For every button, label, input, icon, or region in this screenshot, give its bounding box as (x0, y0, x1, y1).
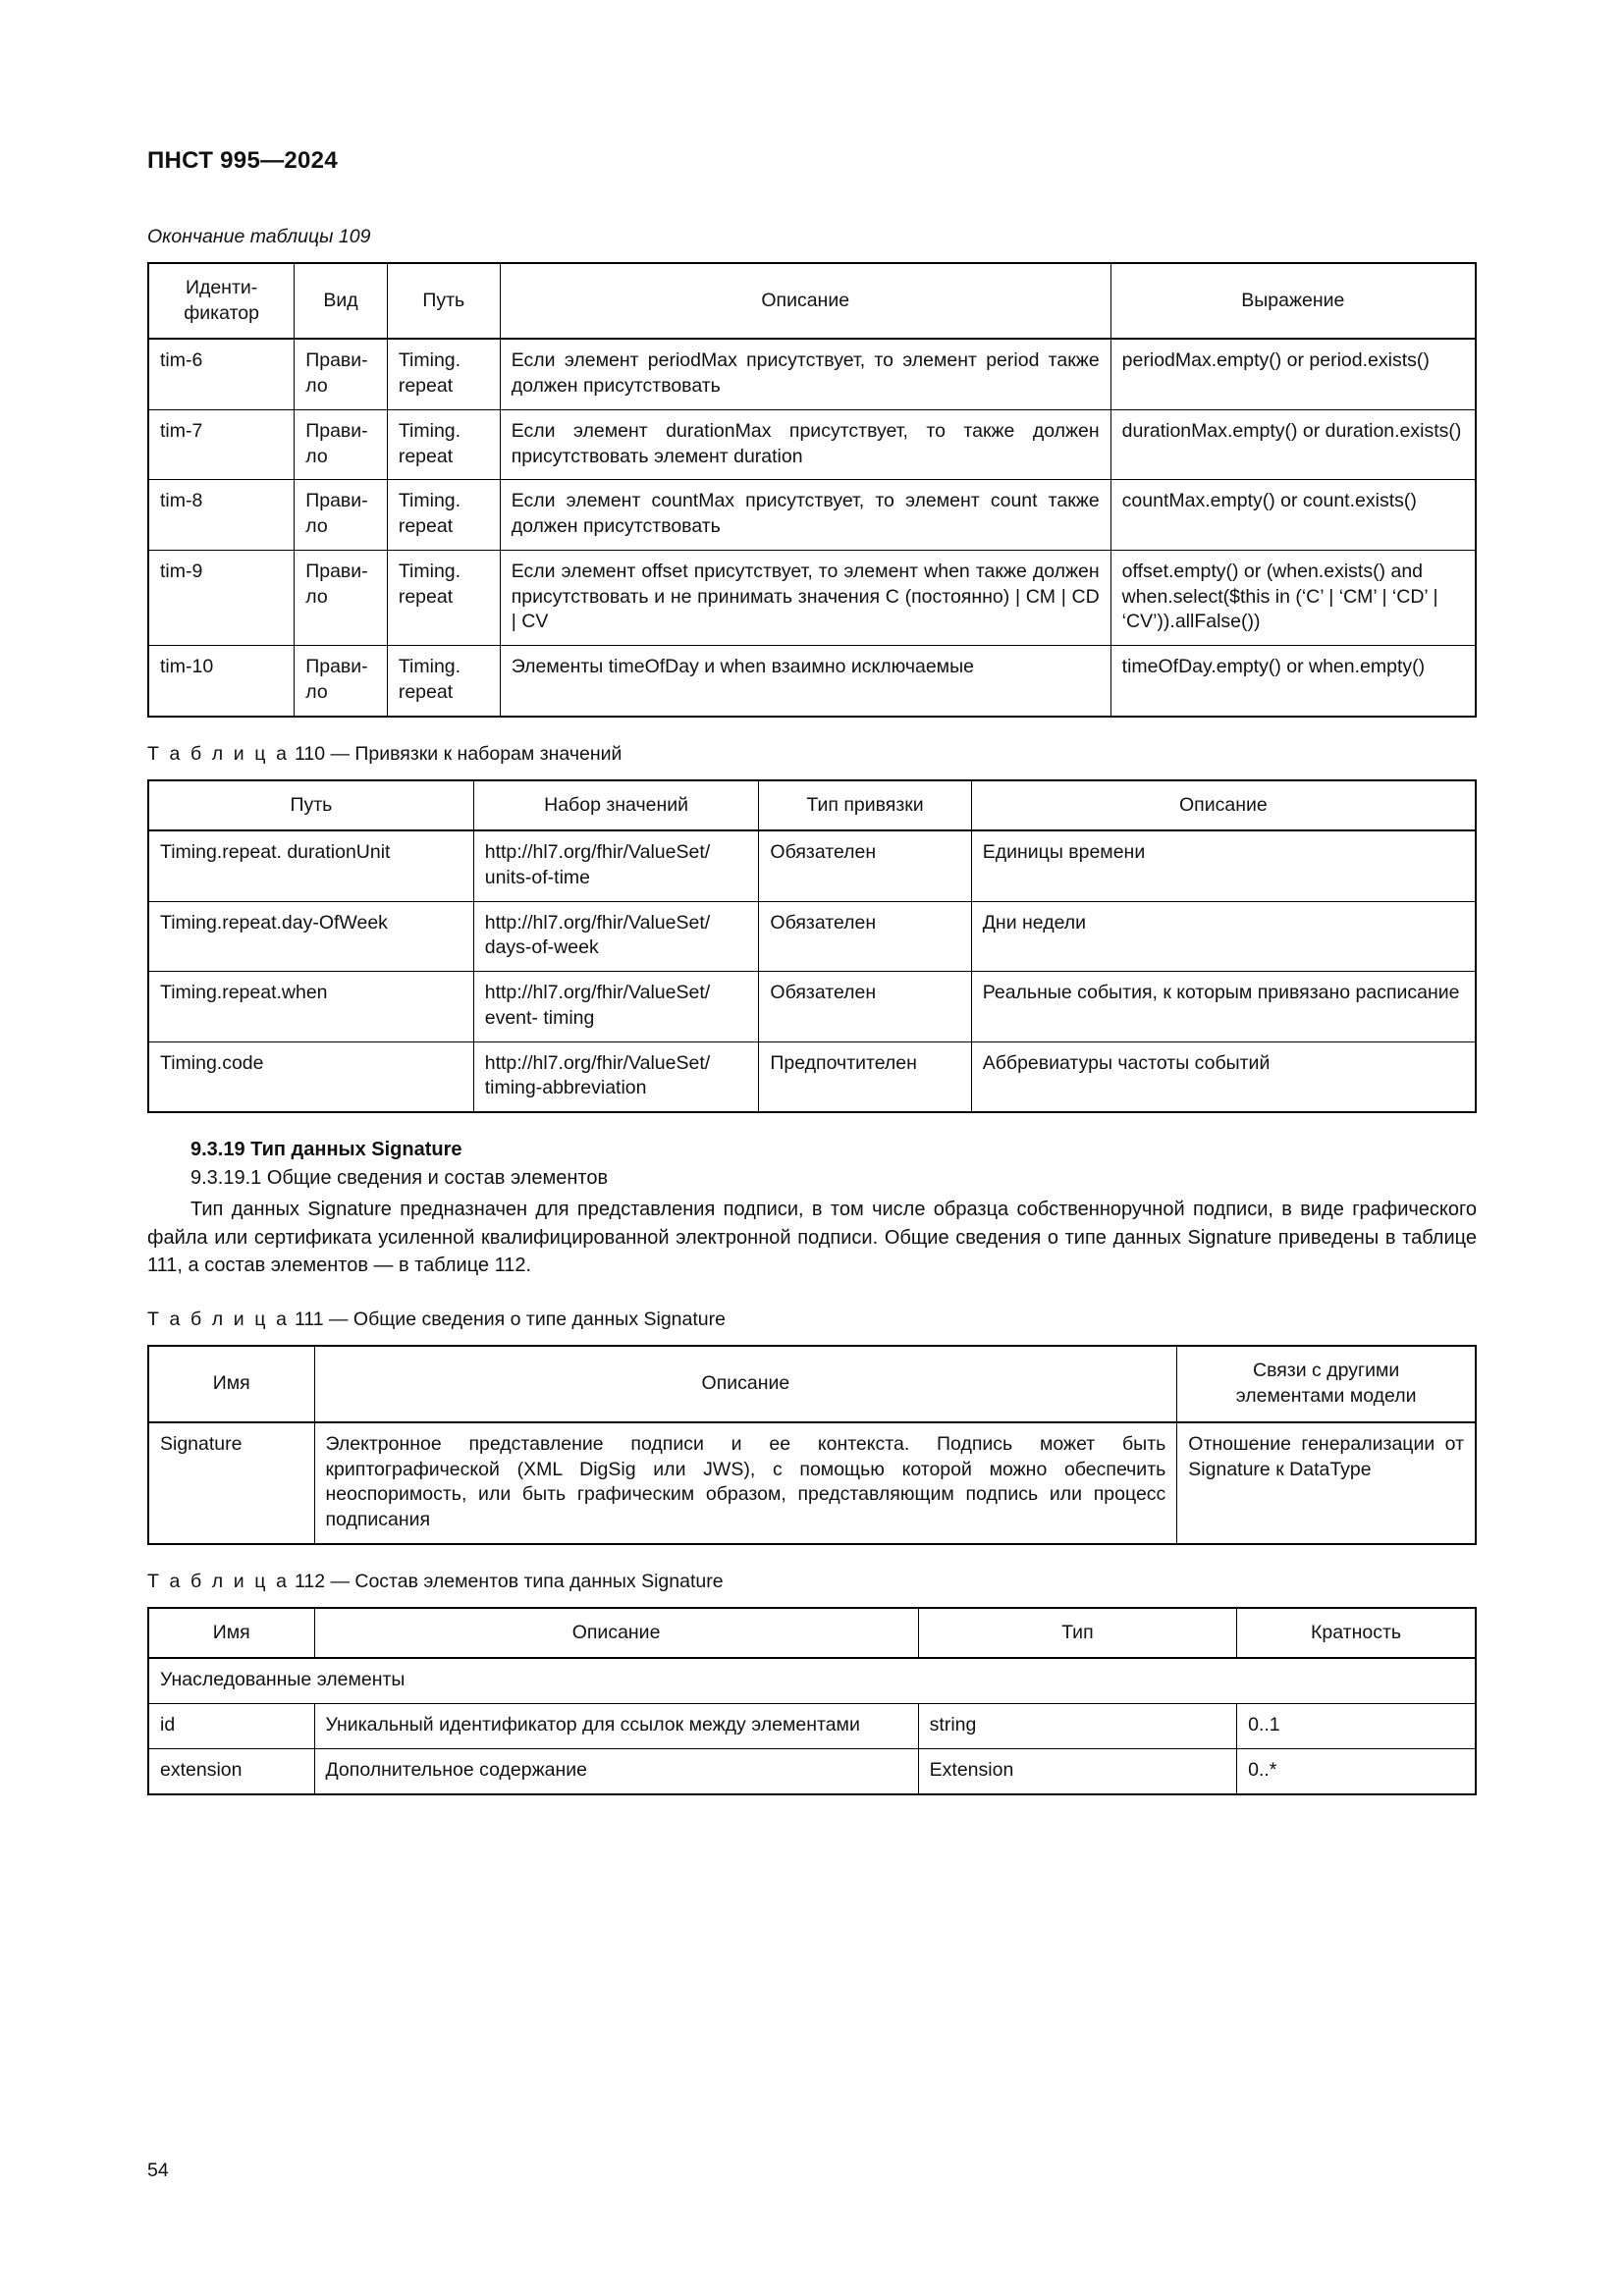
table-112-header-row (148, 1608, 1476, 1659)
table-110-cell-valueset: http://hl7.org/fhir/ValueSet/ timing-abbreviation (473, 1041, 759, 1112)
table-110-cell-path: Timing.repeat.when (148, 972, 473, 1041)
table-row (148, 972, 1476, 1041)
table-109-col-identifier-line1: Иденти- (185, 277, 258, 298)
table-row (148, 1748, 1476, 1793)
table-row (148, 901, 1476, 971)
table-110-cell-path: Timing.repeat. durationUnit (148, 830, 473, 901)
table-109-col-description: Описание (500, 263, 1110, 339)
table-112-cell-cardinality: 0..* (1237, 1748, 1476, 1793)
section-9-3-19 (147, 1139, 1477, 1279)
table-109-cell-kind: Прави- ло (295, 409, 388, 479)
table-110-col-bindtype: Тип привязки (759, 780, 971, 831)
table-110-cell-bindtype: Обязателен (759, 830, 971, 901)
table-112-col-description: Описание (314, 1608, 918, 1659)
table-109-cell-kind: Прави- ло (295, 480, 388, 550)
table-111-col-name: Имя (148, 1346, 314, 1421)
table-109-col-path: Путь (387, 263, 500, 339)
section-heading: 9.3.19 Тип данных Signature (190, 1139, 462, 1161)
table-112-cell-type: string (918, 1704, 1236, 1749)
table-109-col-identifier (148, 263, 295, 339)
table-111-cell-name: Signature (148, 1422, 314, 1544)
table-109-cell-id: tim-10 (148, 646, 295, 717)
table-109-cell-description: Если элемент offset присутствует, то элемент when также должен присутствовать и не принимать значения C (постоянно) | CM | CD | CV (500, 550, 1110, 645)
table-109-cell-expression: timeOfDay.empty() or when.empty() (1110, 646, 1476, 717)
table-110-cell-description: Единицы времени (971, 830, 1476, 901)
table-row (148, 830, 1476, 901)
table-112-col-cardinality: Кратность (1237, 1608, 1476, 1659)
section-paragraph: Тип данных Signature предназначен для представления подписи, в том числе образца собственноручной подписи, в виде графического файла или сертификата усиленной квалифицированной электронной подписи. Общие сведения о типе данных Signature приведены в таблице 111, а состав элементов — в таблице 112. (147, 1199, 1477, 1276)
table-109-cell-path: Timing. repeat (387, 480, 500, 550)
table-112-caption (147, 1571, 1477, 1593)
table-110 (147, 779, 1477, 1114)
table-row (148, 480, 1476, 550)
table-109-cell-path: Timing. repeat (387, 339, 500, 409)
table-110-cell-bindtype: Предпочтителен (759, 1041, 971, 1112)
table-109-cell-description: Если элемент durationMax присутствует, то также должен присутствовать элемент duration (500, 409, 1110, 479)
table-112-cell-description: Уникальный идентификатор для ссылок между элементами (314, 1704, 918, 1749)
table-110-header-row (148, 780, 1476, 831)
table-112-cell-description: Дополнительное содержание (314, 1748, 918, 1793)
table-109-cell-id: tim-8 (148, 480, 295, 550)
table-112-cell-type: Extension (918, 1748, 1236, 1793)
table-row (148, 1704, 1476, 1749)
table-110-cell-description: Дни недели (971, 901, 1476, 971)
table-109-header-row (148, 263, 1476, 339)
table-109-cell-id: tim-7 (148, 409, 295, 479)
table-109-col-expression: Выражение (1110, 263, 1476, 339)
table-109-cell-expression: offset.empty() or (when.exists() and when.select($this in (‘C’ | ‘CM’ | ‘CD’ | ‘CV’)).allFalse()) (1110, 550, 1476, 645)
table-109-cell-description: Если элемент countMax присутствует, то элемент count также должен присутствовать (500, 480, 1110, 550)
table-110-cell-path: Timing.code (148, 1041, 473, 1112)
table-110-cell-bindtype: Обязателен (759, 901, 971, 971)
table-109-cell-kind: Прави- ло (295, 646, 388, 717)
table-row (148, 1422, 1476, 1544)
table-109-cell-path: Timing. repeat (387, 550, 500, 645)
table-112-col-name: Имя (148, 1608, 314, 1659)
table-109-cell-description: Элементы timeOfDay и when взаимно исключаемые (500, 646, 1110, 717)
table-110-cell-path: Timing.repeat.day-OfWeek (148, 901, 473, 971)
table-109-cell-expression: countMax.empty() or count.exists() (1110, 480, 1476, 550)
table-109-cell-kind: Прави- ло (295, 550, 388, 645)
table-row (148, 409, 1476, 479)
table-110-cell-valueset: http://hl7.org/fhir/ValueSet/ days-of-week (473, 901, 759, 971)
table-112-cell-name: id (148, 1704, 314, 1749)
table-110-cell-description: Аббревиатуры частоты событий (971, 1041, 1476, 1112)
table-112 (147, 1607, 1477, 1795)
table-111-col-relations (1177, 1346, 1476, 1421)
table-110-caption-text: 110 — Привязки к наборам значений (294, 742, 623, 765)
section-subheading: 9.3.19.1 Общие сведения и состав элементов (190, 1167, 609, 1190)
table-109-cell-id: tim-9 (148, 550, 295, 645)
table-109-cell-expression: periodMax.empty() or period.exists() (1110, 339, 1476, 409)
table-109-caption: Окончание таблицы 109 (147, 226, 371, 247)
table-111-cell-description: Электронное представление подписи и ее контекста. Подпись может быть криптографической (XML DigSig или JWS), с помощью которой можно обеспечить неоспоримость, или быть графическим образом, представляющим подпись или процесс подписания (314, 1422, 1177, 1544)
table-109 (147, 262, 1477, 718)
table-112-group-row (148, 1658, 1476, 1703)
table-109-col-kind: Вид (295, 263, 388, 339)
table-112-group-label: Унаследованные элементы (148, 1658, 1476, 1703)
table-110-cell-valueset: http://hl7.org/fhir/ValueSet/ event- timing (473, 972, 759, 1041)
page-title: ПНСТ 995—2024 (147, 147, 338, 174)
table-112-cell-name: extension (148, 1748, 314, 1793)
table-111 (147, 1345, 1477, 1544)
table-row (148, 646, 1476, 717)
table-111-cell-relations: Отношение генерализации от Signature к DataType (1177, 1422, 1476, 1544)
table-109-cell-description: Если элемент periodMax присутствует, то элемент period также должен присутствовать (500, 339, 1110, 409)
table-110-cell-valueset: http://hl7.org/fhir/ValueSet/ units-of-time (473, 830, 759, 901)
table-110-col-valueset: Набор значений (473, 780, 759, 831)
table-111-caption (147, 1308, 1477, 1331)
table-112-caption-text: 112 — Состав элементов типа данных Signature (294, 1570, 724, 1592)
table-109-cell-path: Timing. repeat (387, 409, 500, 479)
table-row (148, 550, 1476, 645)
table-110-col-description: Описание (971, 780, 1476, 831)
table-110-cell-bindtype: Обязателен (759, 972, 971, 1041)
table-109-cell-expression: durationMax.empty() or duration.exists() (1110, 409, 1476, 479)
table-110-caption (147, 743, 1477, 766)
table-row (148, 1041, 1476, 1112)
table-111-caption-label: Т а б л и ц а (147, 1308, 290, 1331)
table-110-caption-label: Т а б л и ц а (147, 742, 290, 765)
table-112-col-type: Тип (918, 1608, 1236, 1659)
table-111-col-relations-line1: Связи с другими (1253, 1360, 1400, 1382)
table-111-col-relations-line2: элементами модели (1235, 1385, 1417, 1408)
table-109-cell-kind: Прави- ло (295, 339, 388, 409)
table-112-cell-cardinality: 0..1 (1237, 1704, 1476, 1749)
table-109-col-identifier-line2: фикатор (184, 301, 259, 324)
table-112-caption-label: Т а б л и ц а (147, 1570, 290, 1592)
table-row (148, 339, 1476, 409)
table-110-cell-description: Реальные события, к которым привязано расписание (971, 972, 1476, 1041)
table-111-header-row (148, 1346, 1476, 1421)
table-109-cell-id: tim-6 (148, 339, 295, 409)
table-109-cell-path: Timing. repeat (387, 646, 500, 717)
page-number: 54 (147, 2160, 169, 2181)
table-111-caption-text: 111 — Общие сведения о типе данных Signature (294, 1308, 726, 1331)
table-111-col-description: Описание (314, 1346, 1177, 1421)
table-110-col-path: Путь (148, 780, 473, 831)
